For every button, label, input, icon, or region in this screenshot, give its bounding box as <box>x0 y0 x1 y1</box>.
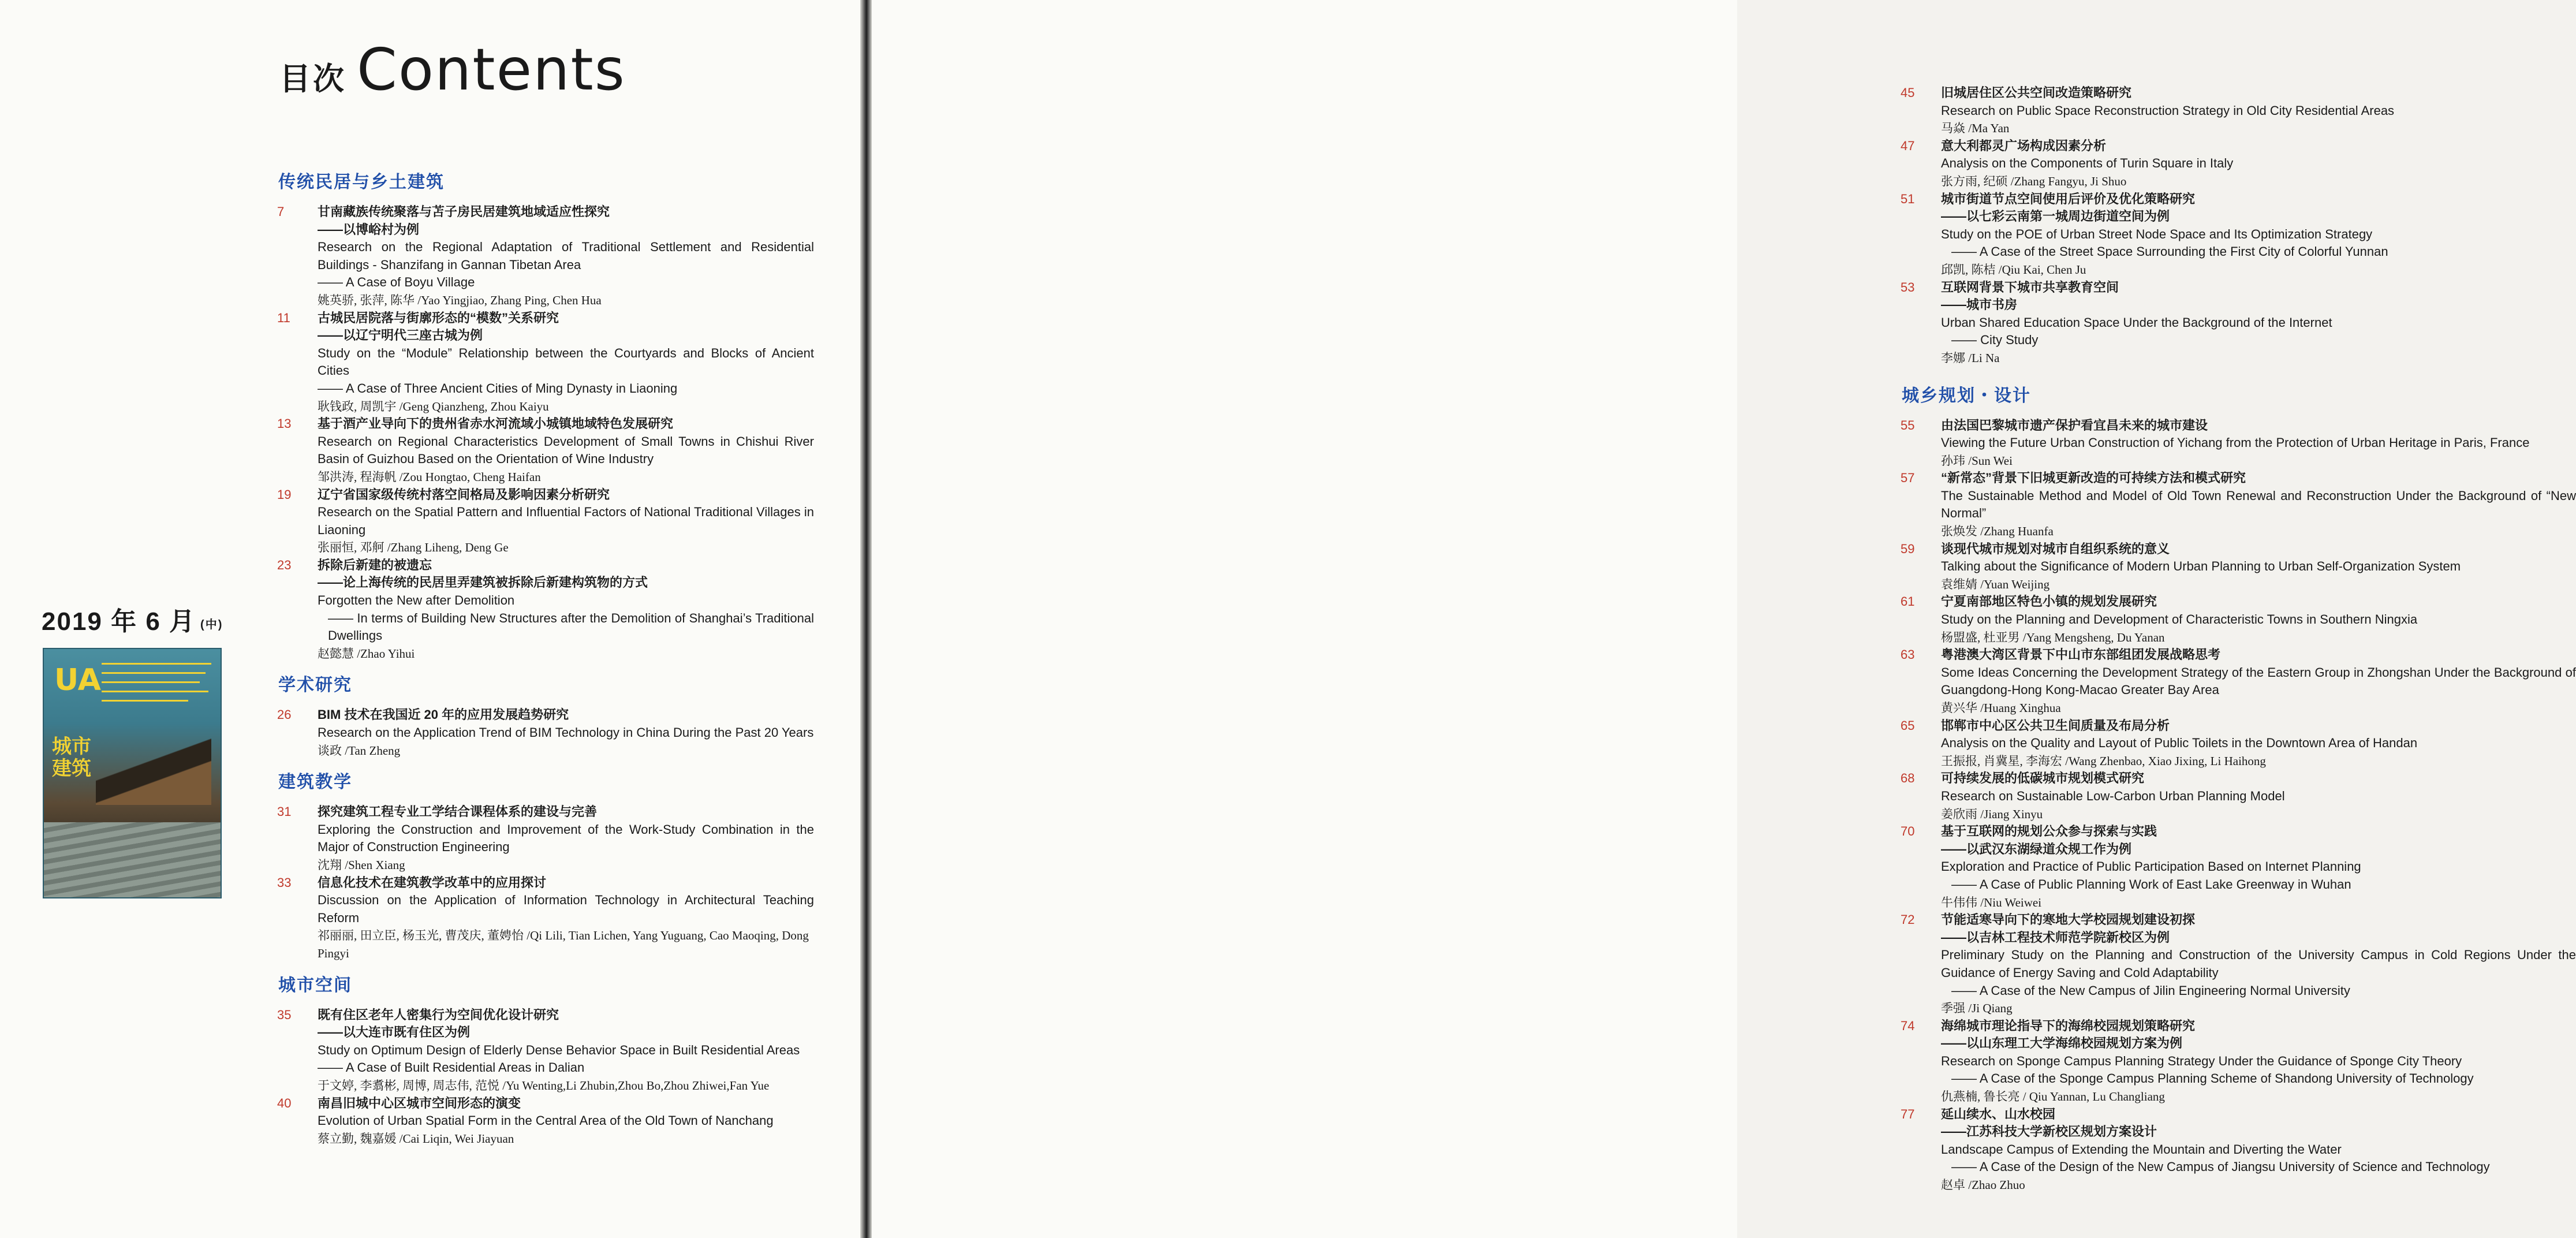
toc-entry[interactable] <box>1901 823 2576 911</box>
right-toc-column <box>1901 84 2576 1194</box>
page-number: 47 <box>1901 138 1915 153</box>
article-subtitle-en: —— City Study <box>1951 333 2039 348</box>
article-authors: 张方雨, 纪硕 /Zhang Fangyu, Ji Shuo <box>1941 174 2127 188</box>
article-title-en: Analysis on the Components of Turin Square in Italy <box>1941 156 2234 171</box>
page-number: 23 <box>277 557 292 572</box>
article-title-cn: “新常态”背景下旧城更新改造的可持续方法和模式研究 <box>1941 471 2246 486</box>
article-authors: 于文婷, 李翥彬, 周博, 周志伟, 范悦 /Yu Wenting,Li Zhubin,Zhou Bo,Zhou Zhiwei,Fan Yue <box>318 1078 770 1092</box>
right-page <box>872 0 2576 1238</box>
article-authors: 杨盟盛, 杜亚男 /Yang Mengsheng, Du Yanan <box>1941 630 2165 644</box>
left-toc-column <box>277 159 814 1147</box>
toc-entry[interactable] <box>1901 1017 2576 1106</box>
entry-body <box>318 203 814 310</box>
article-title-en: Research on the Application Trend of BIM Technology in China During the Past 20 Years <box>318 725 814 740</box>
article-title-en: Research on the Spatial Pattern and Influential Factors of National Traditional Villages in Liaoning <box>318 505 814 537</box>
toc-entry[interactable] <box>277 1095 814 1148</box>
article-authors: 李娜 /Li Na <box>1941 350 2000 365</box>
article-subtitle-cn: ——城市书房 <box>1941 297 2018 312</box>
article-title-cn: 可持续发展的低碳城市规划模式研究 <box>1941 771 2145 786</box>
article-title-en: Landscape Campus of Extending the Mountain and Diverting the Water <box>1941 1142 2342 1157</box>
article-title-en: Forgotten the New after Demolition <box>318 593 515 608</box>
page-number: 65 <box>1901 718 1915 733</box>
entry-body <box>318 486 814 557</box>
page-number: 57 <box>1901 471 1915 486</box>
article-title-cn: 古城民居院落与街廓形态的“模数”关系研究 <box>318 310 559 325</box>
article-authors: 季强 /Ji Qiang <box>1941 1001 2013 1016</box>
article-title-cn: BIM 技术在我国近 20 年的应用发展趋势研究 <box>318 707 569 722</box>
article-title-cn: 基于互联网的规划公众参与探索与实践 <box>1941 824 2157 839</box>
article-subtitle-cn: ——以大连市既有住区为例 <box>318 1025 471 1040</box>
article-title-cn: 旧城居住区公共空间改造策略研究 <box>1941 85 2132 100</box>
article-authors: 黄兴华 /Huang Xinghua <box>1941 701 2061 715</box>
toc-entry[interactable] <box>1901 717 2576 770</box>
toc-entry[interactable] <box>1901 137 2576 191</box>
article-title-cn: 互联网背景下城市共享教育空间 <box>1941 279 2119 294</box>
page-number: 74 <box>1901 1018 1915 1033</box>
article-authors: 姜欣雨 /Jiang Xinyu <box>1941 807 2043 821</box>
article-authors: 邱凯, 陈桔 /Qiu Kai, Chen Ju <box>1941 262 2086 277</box>
article-title-en: Discussion on the Application of Information Technology in Architectural Teaching Reform <box>318 893 814 925</box>
contents-heading-en: Contents <box>357 36 626 103</box>
page-number: 35 <box>277 1007 292 1022</box>
page-number: 7 <box>277 204 285 219</box>
toc-entry[interactable] <box>1901 469 2576 540</box>
entry-body <box>1941 646 2576 717</box>
entry-body <box>1941 137 2576 191</box>
entry-body <box>318 1006 814 1095</box>
cover-text-line <box>102 691 208 692</box>
magazine-cover-image <box>43 648 222 898</box>
book-spine <box>860 0 872 1238</box>
article-subtitle-cn: ——以山东理工大学海绵校园规划方案为例 <box>1941 1036 2183 1051</box>
article-authors: 耿钱政, 周凯宇 /Geng Qianzheng, Zhou Kaiyu <box>318 399 549 413</box>
article-title-cn: 甘南藏族传统聚落与苫子房民居建筑地域适应性探究 <box>318 204 610 219</box>
entry-body <box>1941 1106 2576 1194</box>
entry-body <box>1941 417 2576 470</box>
toc-entry[interactable] <box>277 1006 814 1095</box>
article-authors: 仇燕楠, 鲁长亮 / Qiu Yannan, Lu Changliang <box>1941 1090 2165 1104</box>
toc-entry[interactable] <box>1901 911 2576 1017</box>
toc-entry[interactable] <box>277 803 814 874</box>
article-title-cn: 宁夏南部地区特色小镇的规划发展研究 <box>1941 594 2157 609</box>
toc-entry[interactable] <box>277 557 814 663</box>
entry-body <box>1941 911 2576 1017</box>
contents-heading <box>279 36 626 103</box>
article-title-en: Study on the Planning and Development of Characteristic Towns in Southern Ningxia <box>1941 612 2418 627</box>
article-subtitle-en: —— A Case of the Sponge Campus Planning Scheme of Shandong University of Technology <box>1951 1071 2474 1086</box>
article-title-cn: 探究建筑工程专业工学结合课程体系的建设与完善 <box>318 804 598 819</box>
entry-body <box>1941 593 2576 646</box>
article-title-cn: 邯郸市中心区公共卫生间质量及布局分析 <box>1941 718 2170 733</box>
page-number: 31 <box>277 804 292 819</box>
page-number: 45 <box>1901 85 1915 100</box>
article-title-cn: 城市街道节点空间使用后评价及优化策略研究 <box>1941 191 2196 206</box>
article-title-cn: 信息化技术在建筑教学改革中的应用探讨 <box>318 875 547 890</box>
article-title-en: Research on Sustainable Low-Carbon Urban Planning Model <box>1941 788 2285 803</box>
article-subtitle-cn: ——以武汉东湖绿道众规工作为例 <box>1941 841 2132 856</box>
article-title-en: The Sustainable Method and Model of Old Town Renewal and Reconstruction Under the Background of “New Normal” <box>1941 488 2576 521</box>
page-number: 53 <box>1901 279 1915 294</box>
cover-text-line <box>102 672 206 674</box>
article-title-cn: 延山续水、山水校园 <box>1941 1106 2056 1121</box>
article-title-cn: 辽宁省国家级传统村落空间格局及影响因素分析研究 <box>318 487 610 502</box>
toc-entry[interactable] <box>277 310 814 416</box>
article-authors: 牛伟伟 /Niu Weiwei <box>1941 895 2042 909</box>
entry-body <box>1941 1017 2576 1106</box>
toc-entry[interactable] <box>277 874 814 963</box>
entry-body <box>1941 823 2576 911</box>
article-title-en: Talking about the Significance of Modern Urban Planning to Urban Self-Organization System <box>1941 559 2461 574</box>
article-authors: 袁维婧 /Yuan Weijing <box>1941 577 2050 591</box>
article-subtitle-cn: ——江苏科技大学新校区规划方案设计 <box>1941 1124 2157 1139</box>
issue-date-label: 2019 年 6 月 <box>42 607 196 636</box>
article-subtitle-en: —— In terms of Building New Structures after the Demolition of Shanghai’s Traditional Dwellings <box>328 610 814 643</box>
section-heading: 城乡规划・设计 <box>1902 386 2031 405</box>
page-number: 59 <box>1901 541 1915 556</box>
article-subtitle-cn: ——以七彩云南第一城周边街道空间为例 <box>1941 209 2170 224</box>
toc-entry[interactable] <box>1901 593 2576 646</box>
article-title-en: Analysis on the Quality and Layout of Public Toilets in the Downtown Area of Handan <box>1941 736 2418 751</box>
toc-entry[interactable] <box>1901 1106 2576 1194</box>
page-number: 13 <box>277 416 292 431</box>
toc-entry[interactable] <box>277 415 814 486</box>
entry-body <box>318 310 814 416</box>
article-title-cn: 拆除后新建的被遗忘 <box>318 557 432 572</box>
article-title-en: Research on Public Space Reconstruction Strategy in Old City Residential Areas <box>1941 103 2395 118</box>
cover-brand: 城市建筑 <box>52 736 91 780</box>
section-heading: 传统民居与乡土建筑 <box>278 173 445 192</box>
entry-body <box>318 874 814 963</box>
page-number: 19 <box>277 487 292 502</box>
article-title-en: Research on Regional Characteristics Development of Small Towns in Chishui River Basin of Guizhou Based on the Orientation of Wine Industry <box>318 434 814 467</box>
toc-entry[interactable] <box>1901 84 2576 137</box>
article-title-cn: 南昌旧城中心区城市空间形态的演变 <box>318 1095 521 1110</box>
entry-body <box>1941 279 2576 367</box>
entry-body <box>1941 469 2576 540</box>
article-title-cn: 既有住区老年人密集行为空间优化设计研究 <box>318 1007 559 1022</box>
entry-body <box>1941 84 2576 137</box>
article-title-cn: 谈现代城市规划对城市自组织系统的意义 <box>1941 541 2170 556</box>
page-number: 70 <box>1901 824 1915 839</box>
article-subtitle-cn: ——论上海传统的民居里弄建筑被拆除后新建构筑物的方式 <box>318 575 648 590</box>
article-authors: 张丽恒, 邓舸 /Zhang Liheng, Deng Ge <box>318 540 509 555</box>
article-title-en: —— A Case of Built Residential Areas in Dalian <box>318 1060 585 1075</box>
article-authors: 谈政 /Tan Zheng <box>318 743 401 758</box>
article-authors: 赵懿慧 /Zhao Yihui <box>318 646 415 661</box>
toc-entry[interactable] <box>277 203 814 310</box>
cover-text-line <box>102 663 211 665</box>
entry-body <box>318 1095 814 1148</box>
article-title-en: Study on Optimum Design of Elderly Dense Behavior Space in Built Residential Areas <box>318 1042 800 1057</box>
article-title-en: Exploration and Practice of Public Participation Based on Internet Planning <box>1941 859 2361 874</box>
article-subtitle-en: —— A Case of the Design of the New Campus of Jiangsu University of Science and Technology <box>1951 1159 2490 1174</box>
issue-date <box>42 601 223 637</box>
entry-body <box>318 803 814 874</box>
article-authors: 马焱 /Ma Yan <box>1941 121 2010 136</box>
left-page <box>0 0 860 1238</box>
section-heading: 学术研究 <box>278 676 352 695</box>
article-title-en: —— A Case of Three Ancient Cities of Ming Dynasty in Liaoning <box>318 381 678 396</box>
toc-entry[interactable] <box>277 486 814 557</box>
article-title-cn: 意大利都灵广场构成因素分析 <box>1941 138 2107 153</box>
article-title-cn: 基于酒产业导向下的贵州省赤水河流域小城镇地域特色发展研究 <box>318 416 674 431</box>
article-title-cn: 节能适寒导向下的寒地大学校园规划建设初探 <box>1941 912 2196 927</box>
entry-body <box>318 557 814 663</box>
article-title-cn: 海绵城市理论指导下的海绵校园规划策略研究 <box>1941 1018 2196 1033</box>
article-title-en: Urban Shared Education Space Under the Background of the Internet <box>1941 315 2332 330</box>
article-title-en: —— A Case of Boyu Village <box>318 275 475 290</box>
article-title-en: Viewing the Future Urban Construction of Yichang from the Protection of Urban Heritage in Paris, France <box>1941 435 2530 450</box>
article-authors: 姚英骄, 张萍, 陈华 /Yao Yingjiao, Zhang Ping, Chen Hua <box>318 293 602 307</box>
article-title-en: Exploring the Construction and Improvement of the Work-Study Combination in the Major of Construction Engineering <box>318 822 814 855</box>
article-subtitle-cn: ——以博峪村为例 <box>318 222 420 237</box>
toc-entry[interactable] <box>1901 540 2576 594</box>
entry-body <box>318 706 814 759</box>
article-authors: 蔡立勤, 魏嘉媛 /Cai Liqin, Wei Jiayuan <box>318 1131 514 1146</box>
article-authors: 邹洪涛, 程海帆 /Zou Hongtao, Cheng Haifan <box>318 469 541 484</box>
cover-text-line <box>102 700 188 702</box>
article-subtitle-en: —— A Case of the New Campus of Jilin Engineering Normal University <box>1951 983 2350 998</box>
cover-text-line <box>102 681 200 683</box>
section-heading: 城市空间 <box>278 975 352 995</box>
article-authors: 祁丽丽, 田立臣, 杨玉光, 曹茂庆, 董娉怡 /Qi Lili, Tian Lichen, Yang Yuguang, Cao Maoqing, Dong Pingyi <box>318 929 809 960</box>
toc-entry[interactable] <box>1901 646 2576 717</box>
article-subtitle-en: —— A Case of Public Planning Work of East Lake Greenway in Wuhan <box>1951 877 2351 892</box>
page-number: 55 <box>1901 417 1915 432</box>
entry-body <box>1941 717 2576 770</box>
page-number: 26 <box>277 707 292 722</box>
entry-body <box>1941 540 2576 594</box>
toc-entry[interactable] <box>277 706 814 759</box>
article-title-en: Research on Sponge Campus Planning Strategy Under the Guidance of Sponge City Theory <box>1941 1053 2462 1068</box>
page-number: 40 <box>277 1095 292 1110</box>
section-heading: 建筑教学 <box>278 773 352 792</box>
toc-entry[interactable] <box>1901 417 2576 470</box>
toc-entry[interactable] <box>1901 770 2576 823</box>
article-subtitle-cn: ——以辽宁明代三座古城为例 <box>318 328 483 343</box>
article-title-cn: 粤港澳大湾区背景下中山市东部组团发展战略思考 <box>1941 647 2221 662</box>
article-authors: 张焕发 /Zhang Huanfa <box>1941 524 2054 539</box>
page-number: 11 <box>277 310 290 325</box>
article-title-en: Preliminary Study on the Planning and Construction of the University Campus in Cold Regions Under the Guidance of Energy Saving and Cold Adaptability <box>1941 948 2576 980</box>
toc-entry[interactable] <box>1901 191 2576 279</box>
article-authors: 沈翔 /Shen Xiang <box>318 858 405 872</box>
article-title-en: Study on the “Module” Relationship between the Courtyards and Blocks of Ancient Cities <box>318 345 814 378</box>
entry-body <box>1941 770 2576 823</box>
article-subtitle-en: —— A Case of the Street Space Surrounding the First City of Colorful Yunnan <box>1951 244 2388 259</box>
page-number: 68 <box>1901 771 1915 786</box>
article-authors: 孙玮 /Sun Wei <box>1941 453 2013 468</box>
entry-body <box>1941 191 2576 279</box>
article-authors: 王振报, 肖冀星, 李海宏 /Wang Zhenbao, Xiao Jixing, Li Haihong <box>1941 754 2266 768</box>
article-title-en: Research on the Regional Adaptation of Traditional Settlement and Residential Buildings - Shanzifang in Gannan Tibetan Area <box>318 240 814 272</box>
article-title-en: Some Ideas Concerning the Development Strategy of the Eastern Group in Zhongshan Under the Background of Guangdong-Hong Kong-Macao Greater Bay Area <box>1941 665 2576 698</box>
cover-ground <box>44 822 221 897</box>
issue-date-sub: (中) <box>200 618 223 631</box>
article-title-en: Evolution of Urban Spatial Form in the Central Area of the Old Town of Nanchang <box>318 1113 774 1128</box>
article-title-cn: 由法国巴黎城市遗产保护看宜昌未来的城市建设 <box>1941 417 2208 432</box>
cover-logo: UA <box>54 663 101 698</box>
article-title-en: Study on the POE of Urban Street Node Space and Its Optimization Strategy <box>1941 226 2373 241</box>
cover-building <box>96 736 211 805</box>
contents-heading-cn: 目次 <box>279 62 346 96</box>
toc-entry[interactable] <box>1901 279 2576 367</box>
page-number: 33 <box>277 875 292 890</box>
page-number: 63 <box>1901 647 1915 662</box>
page-number: 72 <box>1901 912 1915 927</box>
article-authors: 赵卓 /Zhao Zhuo <box>1941 1178 2025 1192</box>
page-number: 77 <box>1901 1106 1915 1121</box>
article-subtitle-cn: ——以吉林工程技术师范学院新校区为例 <box>1941 930 2170 945</box>
page-number: 61 <box>1901 594 1915 609</box>
entry-body <box>318 415 814 486</box>
page-number: 51 <box>1901 191 1915 206</box>
